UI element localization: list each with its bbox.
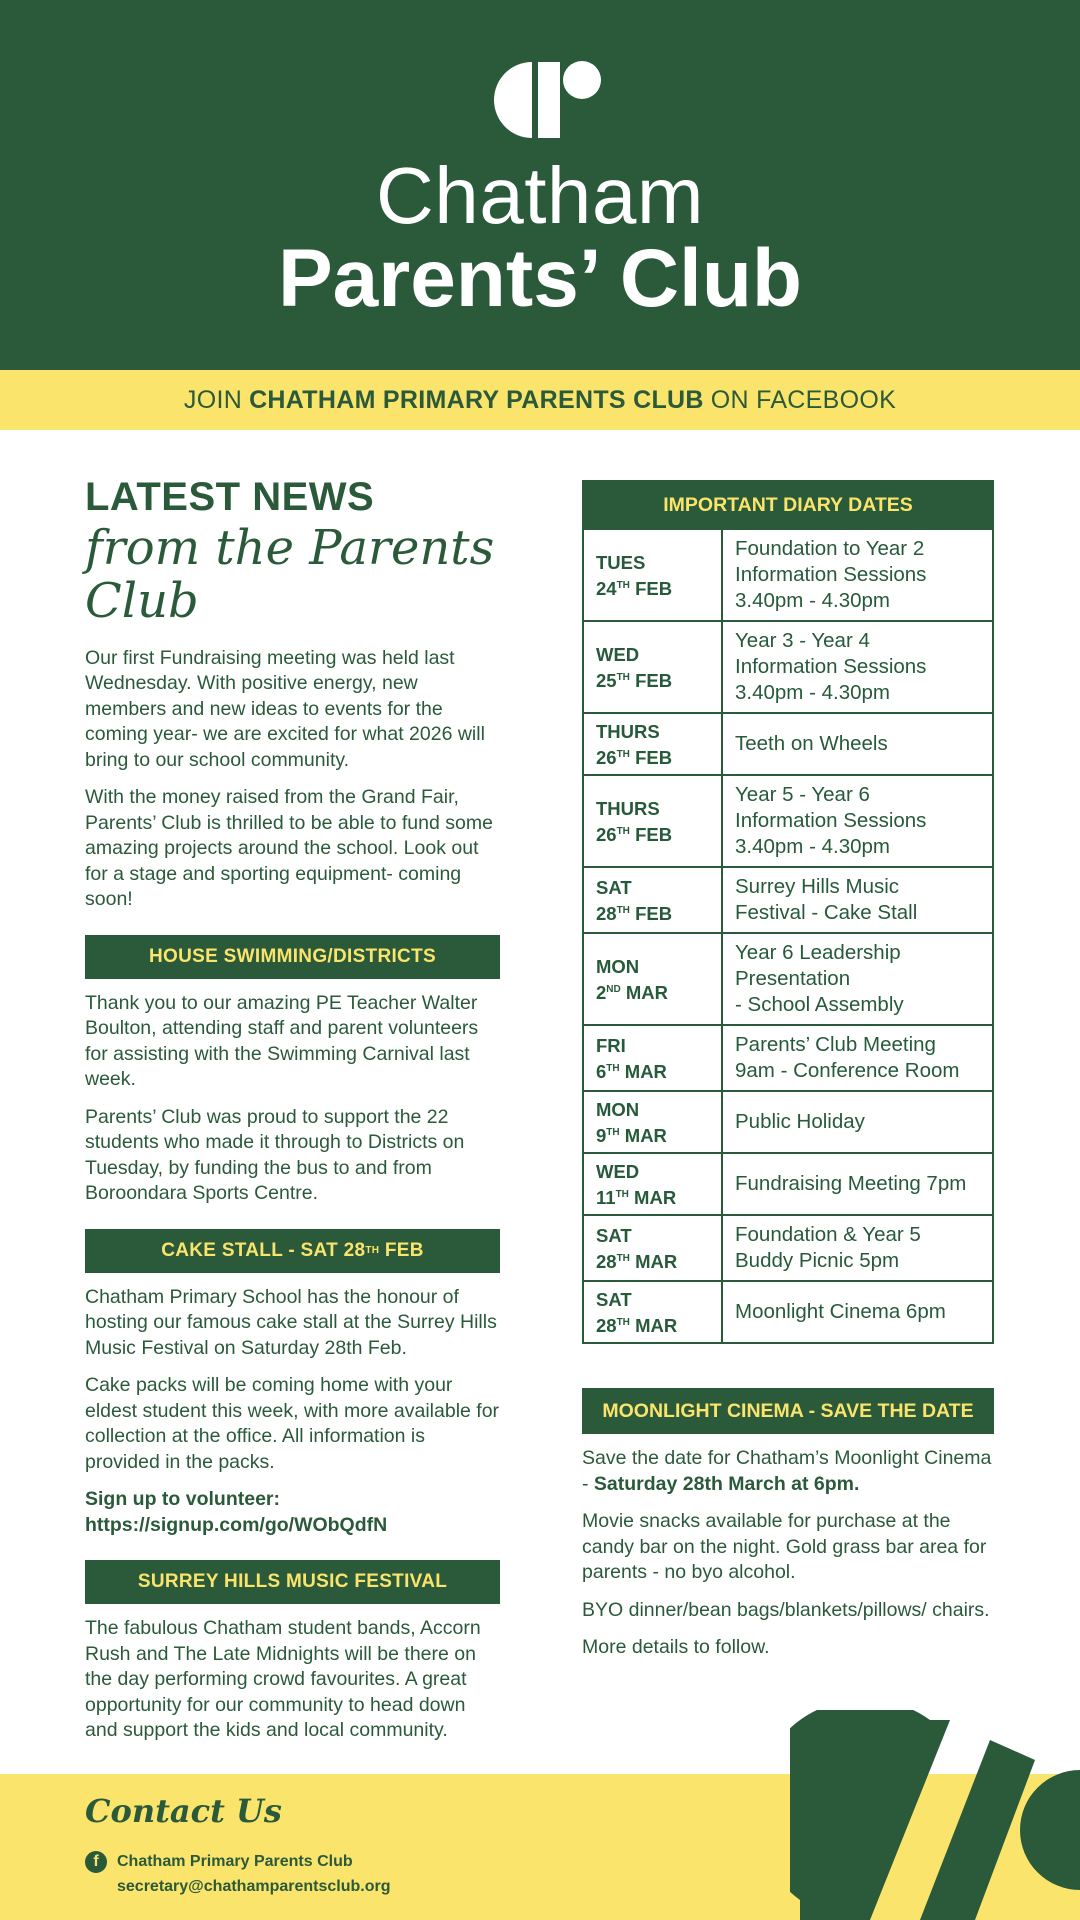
diary-day-number: 6 (596, 1060, 607, 1082)
swimming-section-title: HOUSE SWIMMING/DISTRICTS (85, 935, 500, 979)
diary-ordinal: TH (616, 748, 630, 760)
diary-row (584, 528, 992, 620)
facebook-icon: f (85, 1851, 107, 1873)
contact-us-heading: Contact Us (85, 1792, 282, 1830)
diary-month: MAR (624, 1060, 667, 1082)
diary-event-text: Foundation to Year 2 Information Sessions 3.40pm - 4.30pm (735, 537, 927, 612)
diary-month: MAR (635, 1250, 678, 1272)
diary-row (584, 866, 992, 932)
diary-date-number (596, 1183, 709, 1209)
diary-event (723, 1026, 992, 1090)
diary-date-number (596, 1311, 709, 1337)
facebook-contact[interactable] (85, 1851, 353, 1873)
diary-date (584, 776, 723, 866)
diary-day: SAT (596, 1288, 632, 1310)
diary-day-number: 26 (596, 823, 617, 845)
diary-day-number: 28 (596, 902, 617, 924)
diary-event (723, 1282, 992, 1342)
diary-date (584, 530, 723, 620)
diary-event-text: Teeth on Wheels (735, 732, 888, 755)
news-paragraph: With the money raised from the Grand Fair, Parents’ Club is thrilled to be able to fund some amazing projects around the school. Look out for a stage and sporting equipment- coming soon! (85, 786, 493, 911)
diary-month: MAR (634, 1186, 677, 1208)
diary-day-number: 25 (596, 669, 617, 691)
diary-ordinal: TH (615, 1188, 629, 1200)
diary-date (584, 714, 723, 774)
diary-date-number (596, 743, 709, 769)
diary-day: SAT (596, 1224, 632, 1246)
diary-row (584, 1152, 992, 1214)
diary-day-number: 24 (596, 577, 617, 599)
news-column (85, 475, 500, 1744)
diary-date (584, 1026, 723, 1090)
cinema-paragraph: Movie snacks available for purchase at the candy bar on the night. Gold grass bar area for parents - no byo alcohol. (582, 1510, 987, 1583)
diary-ordinal: TH (616, 1252, 630, 1264)
diary-day: SAT (596, 876, 632, 898)
diary-date (584, 1216, 723, 1280)
diary-day: WED (596, 1160, 640, 1182)
diary-date (584, 1282, 723, 1342)
diary-event-text: Public Holiday (735, 1110, 865, 1133)
diary-row (584, 1280, 992, 1342)
diary-event-text: Foundation & Year 5 Buddy Picnic 5pm (735, 1223, 921, 1272)
latest-news-heading: LATEST NEWS (85, 475, 375, 519)
diary-ordinal: TH (606, 1062, 620, 1074)
diary-event (723, 714, 992, 774)
diary-ordinal: TH (616, 579, 630, 591)
diary-date-number (596, 978, 709, 1004)
diary-day-number: 26 (596, 746, 617, 768)
cinema-intro-text: Save the date for Chatham’s Moonlight Cinema - (582, 1447, 992, 1495)
diary-event (723, 868, 992, 932)
diary-day: MON (596, 955, 640, 977)
swimming-paragraph: Parents’ Club was proud to support the 22 students who made it through to Districts on Tuesday, by funding the bus to and from Boroondara Sports Centre. (85, 1105, 465, 1205)
diary-day-number: 28 (596, 1314, 617, 1336)
diary-event (723, 530, 992, 620)
club-title-line2: Parents’ Club (277, 233, 803, 324)
diary-ordinal: TH (606, 1126, 620, 1138)
diary-date-number (596, 574, 709, 600)
diary-month: FEB (635, 577, 673, 599)
diary-event-text: Parents’ Club Meeting 9am - Conference Room (735, 1033, 960, 1082)
diary-date-number (596, 1121, 709, 1147)
diary-day: TUES (596, 551, 646, 573)
diary-event-text: Year 5 - Year 6 Information Sessions 3.40pm - 4.30pm (735, 783, 927, 858)
diary-ordinal: ND (606, 983, 621, 995)
diary-row (584, 1090, 992, 1152)
diary-day-number: 28 (596, 1250, 617, 1272)
diary-row (584, 620, 992, 712)
diary-day: MON (596, 1098, 640, 1120)
diary-event-text: Surrey Hills Music Festival - Cake Stall (735, 875, 918, 924)
decorative-shapes (790, 1710, 1080, 1920)
diary-month: FEB (635, 669, 673, 691)
cinema-paragraph: More details to follow. (582, 1636, 770, 1658)
diary-event (723, 776, 992, 866)
cake-stall-title-text: CAKE STALL - SAT 28 (161, 1239, 366, 1261)
music-festival-section-title: SURREY HILLS MUSIC FESTIVAL (85, 1560, 500, 1604)
diary-event-text: Year 6 Leadership Presentation - School Assembly (735, 941, 904, 1016)
chatham-logo-icon (492, 60, 602, 140)
diary-date (584, 934, 723, 1024)
swimming-paragraph: Thank you to our amazing PE Teacher Walter Boulton, attending staff and parent volunteers for assisting with the Swimming Carnival last week. (85, 991, 479, 1091)
music-festival-paragraph: The fabulous Chatham student bands, Accorn Rush and The Late Midnights will be there on the day performing crowd favourites. A great opportunity for our community to head down and support the kids and local community. (85, 1617, 481, 1742)
diary-date (584, 868, 723, 932)
diary-event (723, 622, 992, 712)
cake-stall-title-month: FEB (379, 1239, 424, 1261)
diary-day: FRI (596, 1034, 626, 1056)
diary-month: MAR (624, 1124, 667, 1146)
cake-stall-paragraph: Chatham Primary School has the honour of hosting our famous cake stall at the Surrey Hills Music Festival on Saturday 28th Feb. (85, 1285, 497, 1359)
diary-dates-table (582, 480, 994, 1344)
diary-row (584, 1024, 992, 1090)
diary-month: FEB (635, 746, 673, 768)
header (0, 0, 1080, 370)
diary-row (584, 1214, 992, 1280)
club-title-line1: Chatham (375, 151, 705, 240)
diary-ordinal: TH (616, 671, 630, 683)
diary-date-number (596, 1247, 709, 1273)
diary-row (584, 712, 992, 774)
cinema-paragraph: BYO dinner/bean bags/blankets/pillows/ chairs. (582, 1598, 990, 1621)
diary-column (582, 480, 994, 1661)
diary-day: THURS (596, 797, 660, 819)
diary-month: MAR (635, 1314, 678, 1336)
cinema-section-title: MOONLIGHT CINEMA - SAVE THE DATE (582, 1388, 994, 1434)
diary-date-number (596, 899, 709, 925)
diary-event-text: Moonlight Cinema 6pm (735, 1300, 946, 1323)
diary-event (723, 1092, 992, 1152)
cake-stall-title-sup: TH (365, 1245, 380, 1257)
diary-day-number: 9 (596, 1124, 607, 1146)
diary-day: THURS (596, 720, 660, 742)
diary-date (584, 1154, 723, 1214)
cinema-intro (582, 1446, 994, 1497)
news-script-subheading: from the Parents Club (85, 520, 495, 629)
banner-group-name: CHATHAM PRIMARY PARENTS CLUB (249, 385, 704, 414)
diary-day: WED (596, 643, 640, 665)
news-paragraph: Our first Fundraising meeting was held last Wednesday. With positive energy, new members and new ideas to events for the coming year- we are excited for what 2026 will bring to our school community. (85, 646, 485, 771)
diary-event (723, 934, 992, 1024)
diary-row (584, 932, 992, 1024)
diary-date-number (596, 666, 709, 692)
diary-day-number: 2 (596, 981, 607, 1003)
diary-date (584, 1092, 723, 1152)
banner-prefix: JOIN (183, 385, 243, 414)
contact-email[interactable]: secretary@chathamparentsclub.org (117, 1878, 391, 1895)
diary-date (584, 622, 723, 712)
diary-event-text: Year 3 - Year 4 Information Sessions 3.40pm - 4.30pm (735, 629, 927, 704)
diary-ordinal: TH (616, 904, 630, 916)
diary-event (723, 1154, 992, 1214)
volunteer-signup-link[interactable]: Sign up to volunteer: https://signup.com/go/WObQdfN (85, 1488, 388, 1536)
facebook-group-name: Chatham Primary Parents Club (117, 1853, 353, 1870)
cake-stall-paragraph: Cake packs will be coming home with your eldest student this week, with more available for collection at the office. All information is provided in the packs. (85, 1374, 500, 1473)
diary-month: MAR (625, 981, 669, 1003)
diary-event (723, 1216, 992, 1280)
diary-row (584, 774, 992, 866)
diary-month: FEB (635, 823, 673, 845)
banner-suffix: ON FACEBOOK (710, 385, 897, 414)
diary-day-number: 11 (596, 1186, 616, 1208)
diary-date-number (596, 1057, 709, 1083)
cinema-date: Saturday 28th March at 6pm. (593, 1472, 860, 1495)
diary-rows (584, 528, 992, 1342)
diary-dates-title: IMPORTANT DIARY DATES (584, 482, 992, 528)
diary-ordinal: TH (616, 1316, 630, 1328)
diary-date-number (596, 820, 709, 846)
cake-stall-section-title (85, 1229, 500, 1273)
diary-ordinal: TH (616, 825, 630, 837)
facebook-join-banner[interactable] (0, 370, 1080, 430)
diary-event-text: Fundraising Meeting 7pm (735, 1172, 967, 1195)
diary-month: FEB (635, 902, 673, 924)
